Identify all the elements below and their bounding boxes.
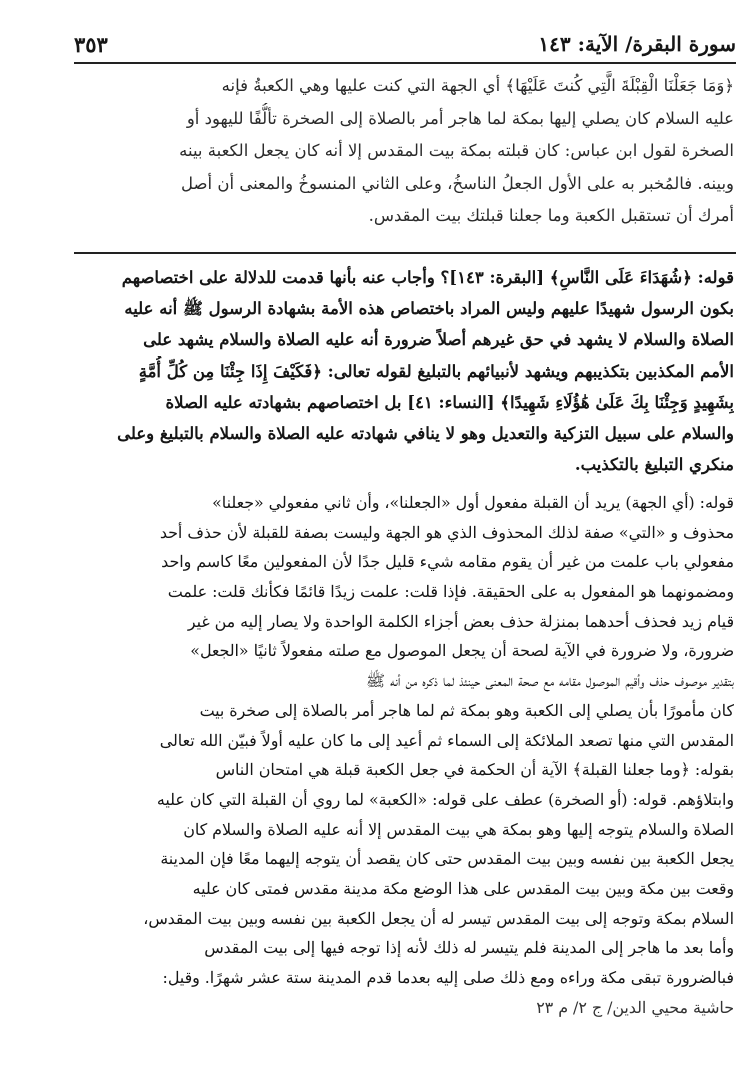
text-line: ضرورة، ولا ضرورة في الآية لصحة أن يجعل الموصول مع صلته مفعولاً ثانيًا «الجعل» bbox=[190, 641, 734, 661]
section-divider bbox=[74, 252, 736, 254]
text-line: كان مأمورًا بأن يصلي إلى الكعبة وهو بمكة ثم لما هاجر أمر بالصلاة إلى صخرة بيت bbox=[199, 700, 734, 720]
text-line: الصلاة والسلام لا يشهد في حق غيرهم أصلاً ضرورة أنه عليه الصلاة والسلام يشهد على bbox=[143, 330, 734, 350]
text-line: مفعولي باب علمت من غير أن يقوم مقامه شيء قليل جدًا لأن المفعولين معًا كاسم واحد bbox=[161, 552, 734, 572]
text-line: بِشَهِيدٍ وَجِئْنَا بِكَ عَلَىٰ هَٰؤُلَاءِ شَهِيدًا﴾ [النساء: ٤١] بل اختصاصهم بشهادته عليه الصلاة bbox=[165, 392, 734, 412]
text-line: وأما بعد ما هاجر إلى المدينة فلم يتيسر له ذلك لأنه إذا توجه فيها إلى بيت المقدس bbox=[204, 938, 734, 958]
text-line: أمرك أن تستقبل الكعبة وما جعلنا قبلتك بيت المقدس. bbox=[368, 206, 734, 226]
text-line: المقدس التي منها تصعد الملائكة إلى السماء ثم أعيد إلى ما كان عليه أولاً فبيّن الله تعالى bbox=[159, 730, 734, 750]
text-line: بقوله: ﴿وما جعلنا القبلة﴾ الآية أن الحكمة في جعل الكعبة قبلة هي امتحان الناس bbox=[215, 760, 734, 780]
footer-signature: حاشية محيي الدين/ ج ٢/ م ٢٣ bbox=[536, 997, 734, 1017]
page-header bbox=[74, 30, 736, 60]
text-line: الأمم المكذبين بتكذيبهم ويشهد لأنبيائهم بالتبليغ لقوله تعالى: ﴿فَكَيْفَ إِذَا جِئْنَا مِن كُلِّ أُمَّةٍ bbox=[138, 361, 734, 381]
hashiya-commentary-block bbox=[76, 488, 734, 1022]
text-line: بتقدير موصوف حذف وأقيم الموصول مقامه مع صحة المعنى حينئذ لما ذكره من أنه ﷺ bbox=[366, 671, 734, 691]
text-line: قيام زيد فحذف أحدهما بمنزلة حذف بعض أجزاء الكلمة الواحدة ولا يصار إليه من غير bbox=[187, 611, 734, 631]
text-line: وبينه. فالمُخبر به على الأول الجعلُ الناسخُ، وعلى الثاني المنسوخُ والمعنى أن أصل bbox=[181, 173, 734, 193]
commentary-block-bold bbox=[76, 262, 734, 480]
text-line: بكون الرسول شهيدًا عليهم وليس المراد باختصاص هذه الأمة بشهادة الرسول ﷺ أنه عليه bbox=[124, 299, 734, 319]
text-line: قوله: (أي الجهة) يريد أن القبلة مفعول أول «الجعلنا»، وأن ثاني مفعولي «جعلنا» bbox=[212, 493, 734, 512]
header-divider bbox=[74, 62, 736, 64]
text-line: محذوف و «التي» صفة لذلك المحذوف الذي هو الجهة وليست بصفة للقبلة لأن حذف أحد bbox=[159, 522, 734, 542]
text-line: منكري التبليغ بالتكذيب. bbox=[574, 455, 734, 475]
text-line: ومضمونهما هو المفعول به على الحقيقة. فإذا قلت: علمت زيدًا قائمًا فكأنك قلت: علمت bbox=[167, 582, 734, 602]
text-line: ﴿وَمَا جَعَلْنَا الْقِبْلَةَ الَّتِي كُنتَ عَلَيْهَا﴾ أي الجهة التي كنت عليها وهي الكعبةُ فإنه bbox=[221, 76, 734, 95]
text-line: الصلاة والسلام يتوجه إليها وهو بمكة هي بيت المقدس إلا أنه عليه الصلاة والسلام كان bbox=[183, 819, 734, 839]
page-number: ٣٥٣ bbox=[74, 32, 108, 57]
text-line: السلام بمكة وتوجه إلى بيت المقدس تيسر له أن يجعل الكعبة بين نفسه وبين بيت المقدس، bbox=[143, 908, 734, 928]
tafsir-text-block bbox=[80, 70, 734, 233]
text-line: فبالضرورة تبقى مكة وراءه ومع ذلك صلى إليه بعدما قدم المدينة ستة عشر شهرًا. وقيل: bbox=[162, 968, 734, 987]
text-line: قوله: ﴿شُهَدَاءَ عَلَى النَّاسِ﴾ [البقرة: ١٤٣]؟ وأجاب عنه بأنها قدمت للدلالة على اختصاصهم bbox=[121, 268, 734, 287]
text-line: وابتلاؤهم. قوله: (أو الصخرة) عطف على قوله: «الكعبة» لما روي أن القبلة التي كان عليه bbox=[156, 789, 734, 809]
text-line: عليه السلام كان يصلي إليها بمكة لما هاجر أمر بالصلاة إلى الصخرة تألُّفًا لليهود أو bbox=[186, 108, 734, 128]
text-line: يجعل الكعبة بين نفسه وبين بيت المقدس حتى كان يقصد أن يتوجه إليهما معًا فإن المدينة bbox=[160, 849, 734, 869]
text-line: والسلام على سبيل التزكية والتعديل وهو لا ينافي شهادته عليه الصلاة والسلام بالتبليغ وعلى bbox=[117, 423, 734, 443]
text-line: الصخرة لقول ابن عباس: كان قبلته بمكة بيت المقدس إلا أنه كان يجعل الكعبة بينه bbox=[179, 141, 734, 161]
surah-verse-title: سورة البقرة/ الآية: ١٤٣ bbox=[538, 32, 736, 56]
text-line: وقعت بين مكة وبين بيت المقدس على هذا الوضع مكة مدينة مقدس فمتى كان عليه bbox=[192, 878, 734, 898]
